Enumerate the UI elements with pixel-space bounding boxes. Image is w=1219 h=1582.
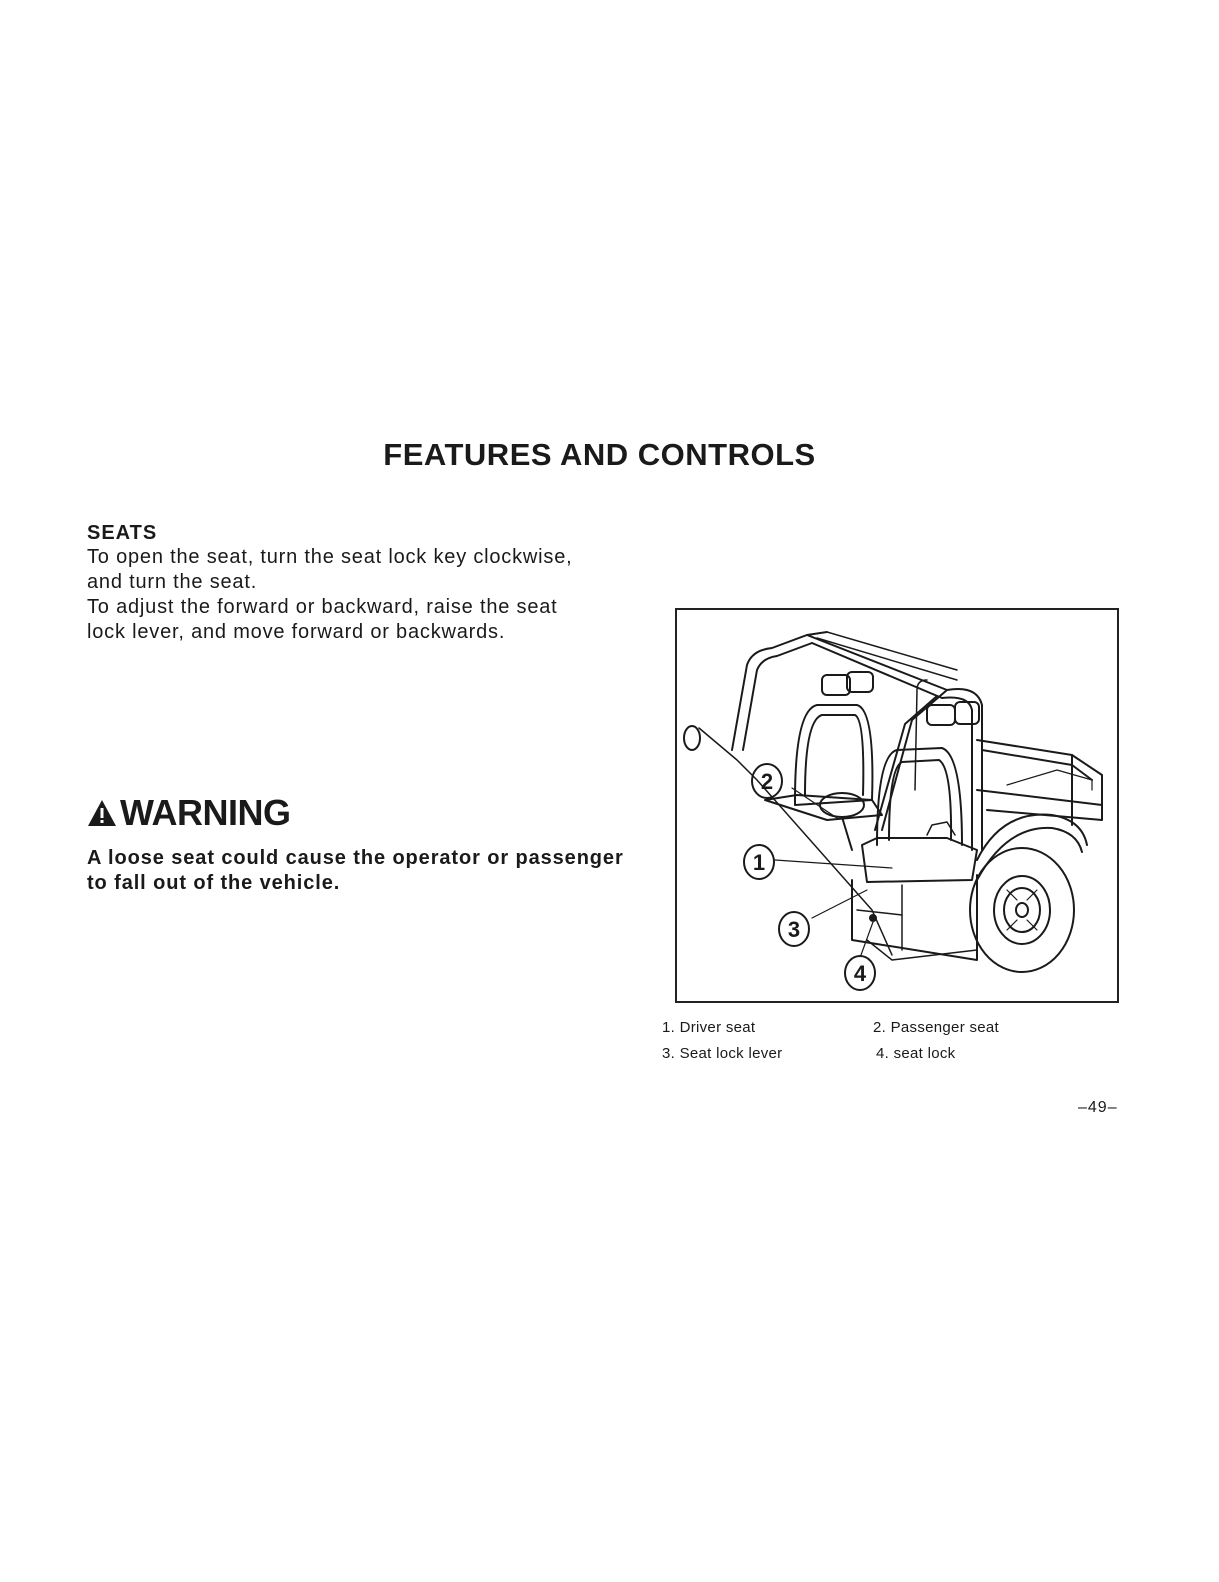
page-number: –49– xyxy=(1078,1099,1118,1116)
callout-3: 3 xyxy=(787,917,801,942)
seats-instruction-line: To open the seat, turn the seat lock key clockwise, xyxy=(87,546,573,568)
callout-2: 2 xyxy=(760,769,774,794)
seat-diagram-figure xyxy=(675,608,1119,1003)
warning-line: A loose seat could cause the operator or passenger xyxy=(87,847,624,869)
callout-4: 4 xyxy=(853,961,867,986)
warning-message xyxy=(87,846,667,896)
warning-heading xyxy=(86,792,291,834)
warning-line: to fall out of the vehicle. xyxy=(87,872,341,894)
caption-seat-lock-lever: 3. Seat lock lever xyxy=(662,1045,783,1062)
callout-1: 1 xyxy=(752,850,766,875)
section-heading-seats: SEATS xyxy=(87,522,158,544)
page-title: FEATURES AND CONTROLS xyxy=(383,437,816,472)
utility-vehicle-seat-illustration xyxy=(677,610,1117,1001)
caption-driver-seat: 1. Driver seat xyxy=(662,1019,756,1036)
seats-instruction-line: and turn the seat. xyxy=(87,571,258,593)
seats-instruction-line: To adjust the forward or backward, raise the seat xyxy=(87,596,558,618)
warning-heading-label: WARNING xyxy=(120,792,291,833)
caption-seat-lock: 4. seat lock xyxy=(876,1045,956,1062)
caption-passenger-seat: 2. Passenger seat xyxy=(873,1019,1000,1036)
warning-triangle-icon xyxy=(86,798,118,828)
seats-instruction-line: lock lever, and move forward or backwards. xyxy=(87,621,506,643)
